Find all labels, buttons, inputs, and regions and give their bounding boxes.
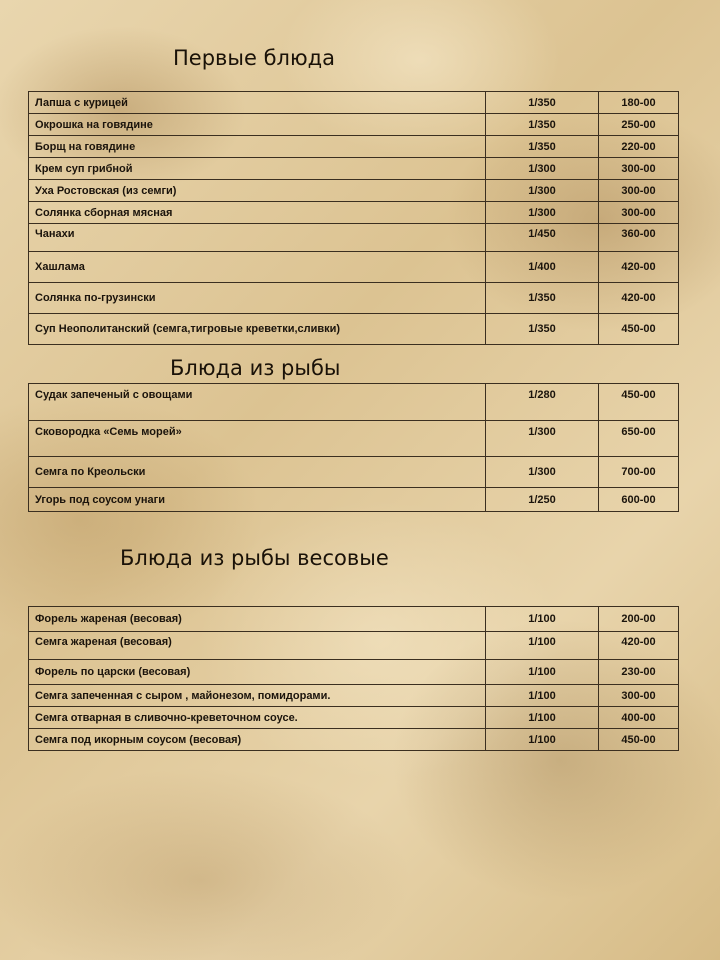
dish-price: 700-00 — [599, 457, 679, 488]
dish-price: 650-00 — [599, 421, 679, 457]
table-row — [29, 457, 679, 488]
dish-name: Сковородка «Семь морей» — [29, 421, 486, 457]
table-row — [29, 114, 679, 136]
menu-table-first-courses — [28, 91, 679, 345]
dish-weight: 1/350 — [486, 136, 599, 158]
table-row — [29, 158, 679, 180]
dish-weight: 1/300 — [486, 421, 599, 457]
table-row — [29, 685, 679, 707]
table-row — [29, 707, 679, 729]
dish-weight: 1/100 — [486, 685, 599, 707]
dish-name: Семга по Креольски — [29, 457, 486, 488]
dish-price: 450-00 — [599, 314, 679, 345]
dish-name: Семга запеченная с сыром , майонезом, помидорами. — [29, 685, 486, 707]
dish-weight: 1/300 — [486, 202, 599, 224]
dish-price: 300-00 — [599, 202, 679, 224]
table-row — [29, 202, 679, 224]
dish-weight: 1/100 — [486, 707, 599, 729]
dish-price: 360-00 — [599, 224, 679, 252]
dish-weight: 1/250 — [486, 488, 599, 512]
dish-price: 400-00 — [599, 707, 679, 729]
dish-weight: 1/100 — [486, 607, 599, 632]
dish-price: 300-00 — [599, 158, 679, 180]
table-row — [29, 607, 679, 632]
dish-price: 200-00 — [599, 607, 679, 632]
dish-price: 450-00 — [599, 384, 679, 421]
table-row — [29, 314, 679, 345]
dish-price: 600-00 — [599, 488, 679, 512]
heading-first-courses: Первые блюда — [173, 46, 336, 70]
heading-fish-dishes: Блюда из рыбы — [170, 356, 341, 380]
table-row — [29, 283, 679, 314]
dish-weight: 1/100 — [486, 729, 599, 751]
menu-table-fish-dishes — [28, 383, 679, 512]
dish-name: Судак запеченый с овощами — [29, 384, 486, 421]
dish-price: 220-00 — [599, 136, 679, 158]
table-row — [29, 632, 679, 660]
dish-price: 300-00 — [599, 685, 679, 707]
dish-weight: 1/300 — [486, 180, 599, 202]
dish-name: Семга отварная в сливочно-креветочном соусе. — [29, 707, 486, 729]
table-row — [29, 384, 679, 421]
dish-name: Семга под икорным соусом (весовая) — [29, 729, 486, 751]
dish-weight: 1/350 — [486, 283, 599, 314]
dish-weight: 1/100 — [486, 660, 599, 685]
dish-name: Хашлама — [29, 252, 486, 283]
dish-price: 450-00 — [599, 729, 679, 751]
dish-name: Чанахи — [29, 224, 486, 252]
dish-name: Крем суп грибной — [29, 158, 486, 180]
dish-price: 180-00 — [599, 92, 679, 114]
table-row — [29, 252, 679, 283]
table-row — [29, 488, 679, 512]
table-row — [29, 92, 679, 114]
dish-name: Суп Неополитанский (семга,тигровые креветки,сливки) — [29, 314, 486, 345]
dish-weight: 1/300 — [486, 158, 599, 180]
dish-price: 420-00 — [599, 252, 679, 283]
dish-weight: 1/100 — [486, 632, 599, 660]
table-row — [29, 180, 679, 202]
dish-weight: 1/300 — [486, 457, 599, 488]
dish-name: Угорь под соусом унаги — [29, 488, 486, 512]
dish-name: Борщ на говядине — [29, 136, 486, 158]
dish-price: 300-00 — [599, 180, 679, 202]
dish-name: Солянка сборная мясная — [29, 202, 486, 224]
dish-weight: 1/350 — [486, 92, 599, 114]
dish-price: 420-00 — [599, 632, 679, 660]
dish-name: Окрошка на говядине — [29, 114, 486, 136]
dish-price: 230-00 — [599, 660, 679, 685]
dish-name: Лапша с курицей — [29, 92, 486, 114]
dish-weight: 1/350 — [486, 314, 599, 345]
menu-table-fish-by-weight — [28, 606, 679, 751]
table-row — [29, 224, 679, 252]
dish-name: Форель жареная (весовая) — [29, 607, 486, 632]
dish-name: Солянка по-грузински — [29, 283, 486, 314]
dish-name: Уха Ростовская (из семги) — [29, 180, 486, 202]
dish-weight: 1/280 — [486, 384, 599, 421]
heading-fish-by-weight: Блюда из рыбы весовые — [120, 546, 389, 570]
table-row — [29, 421, 679, 457]
dish-name: Семга жареная (весовая) — [29, 632, 486, 660]
table-row — [29, 729, 679, 751]
dish-price: 250-00 — [599, 114, 679, 136]
dish-weight: 1/350 — [486, 114, 599, 136]
dish-price: 420-00 — [599, 283, 679, 314]
table-row — [29, 136, 679, 158]
table-row — [29, 660, 679, 685]
dish-weight: 1/400 — [486, 252, 599, 283]
dish-weight: 1/450 — [486, 224, 599, 252]
dish-name: Форель по царски (весовая) — [29, 660, 486, 685]
